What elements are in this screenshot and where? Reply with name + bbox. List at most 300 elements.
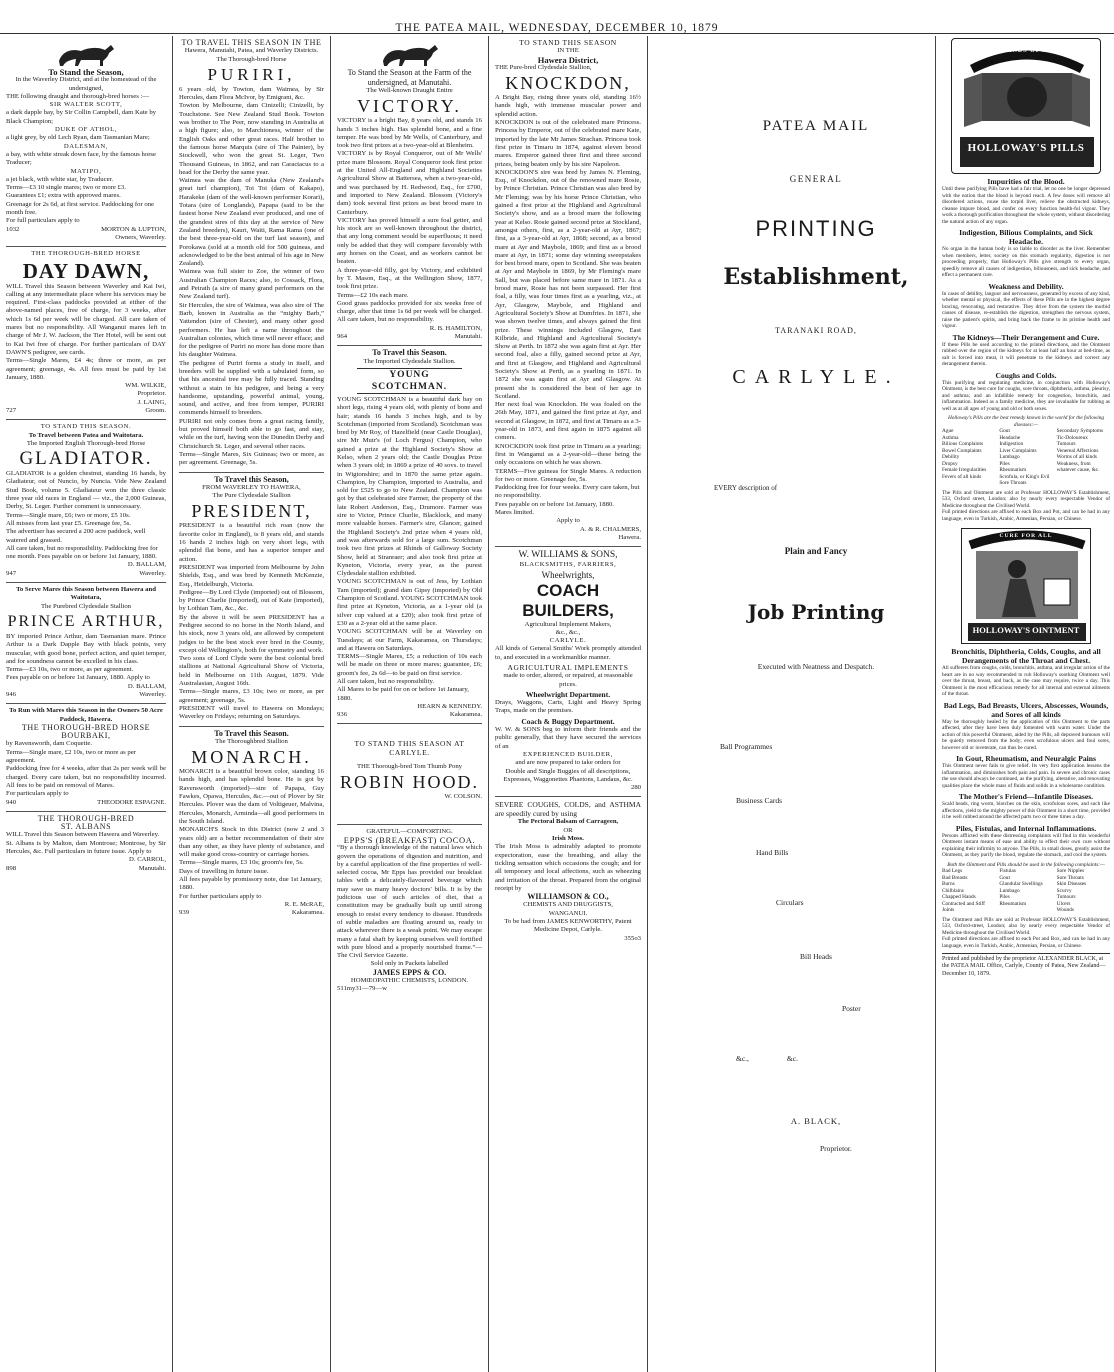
- poster-line: PRINTING: [755, 216, 877, 241]
- ad-number: 946: [6, 691, 17, 698]
- ad-signature: Kakaramea.: [449, 711, 482, 719]
- poster-line: TARANAKI ROAD,: [775, 326, 857, 335]
- holloways-pills-emblem: [951, 38, 1101, 174]
- list-item: Rheumatism: [999, 900, 1027, 907]
- horse-engraving-icon: [51, 41, 121, 67]
- ad-body: 6 years old, by Towton, dam Waimea, by Sir Hercules, dam Flora McIvor, by Emigrant, &c.: [179, 85, 324, 102]
- section-body: Full printed directions are affixed to each Pot and Box, and can be had in any language, even in Turkish, Arabic, Armenian, Persian, or Chinese.: [942, 936, 1110, 949]
- ad-signature: Waverley.: [139, 691, 166, 698]
- ad-body: The pedigree of Puriri forms a study in itself, and breeders will be supplied with a tabulated form, so that his ancestral tree may be fully traced. Standing without a stain in his pedigree, and being a very handsome, upstanding, powerful animal, young, sound, and active, and free from temper, PURIRI commends himself to breeders.: [179, 359, 324, 417]
- ad-signature: J. LAING,: [137, 398, 166, 406]
- ad-text: For particulars apply to: [6, 790, 69, 798]
- list-item: Bilious Complaints: [942, 441, 984, 447]
- horse-name: MONARCH.: [191, 747, 312, 768]
- list-item: Worms of all kinds: [1056, 454, 1097, 460]
- ad-subtitle: THE Pure-bred Clydesdale Stallion,: [495, 63, 592, 71]
- section-heading: Indigestion, Bilious Complaints, and Sick Headache.: [959, 228, 1093, 246]
- ad-kicker: GRATEFUL—COMFORTING.: [366, 827, 453, 835]
- horse-name: DUKE OF ATHOL,: [54, 126, 118, 134]
- section-body: All sufferers from coughs, colds, bronchitis, asthma, and irregular action of the heart are in no way recommended to rub Holloway's soothing Ointment well over the throat, breast, and back, as the case may require, twice a day. This Ointment is the most efficacious remedy for all internal and external ailments of the throat.: [942, 665, 1110, 697]
- list-item: Ague: [942, 428, 954, 434]
- section-body: This Ointment never fails to give relief. Its very first application lessens the inflammation, and diminishes both pain and pain. In severe and chronic cases the use should always be continued, as the purifying, alterative, and renovating qualities place the whole mass of fluids and solids in a wholesome condition.: [942, 763, 1110, 789]
- ad-text: Drays, Waggons, Carts, Light and Heavy Spring Traps, made on the premises.: [495, 699, 641, 715]
- section-body: May be thoroughly healed by the application of this Ointment to the parts affected, after they have been duly fomented with warm water. Under the action of this powerful Ointment, aided by the Pills, all depraved humours will be quietly removed from the body; even scrofulous ulcers and foul sores, however old or inveterate, can thus be cured.: [942, 718, 1110, 751]
- list-item: Sore Nipples: [1056, 868, 1085, 874]
- ad-body: KNOCKDON took first prize in Timaru as a yearling; first in Wanganui as a 2-year-old—these being the only occasions on which he was shown.: [495, 442, 641, 467]
- list-item: Piles: [999, 460, 1010, 467]
- ad-subtitle: The Imported English Thorough-bred Horse: [26, 439, 146, 447]
- ad-number: 940: [6, 798, 17, 806]
- list-item: Lumbago: [999, 887, 1020, 894]
- column-3: [331, 36, 488, 1372]
- ad-signature: HOMŒOPATHIC CHEMISTS, LONDON.: [350, 977, 469, 985]
- list-item: Tumours: [1056, 441, 1076, 447]
- horse-name: PRESIDENT,: [191, 501, 312, 522]
- poster-line: Job Printing: [747, 600, 885, 624]
- list-item: Wounds: [1056, 907, 1074, 913]
- ad-signature: A. & R. CHALMERS,: [580, 525, 641, 533]
- ad-epps-cocoa: [337, 825, 482, 998]
- ad-text: Fees payable on or before 1st January, 1880. Apply to: [6, 674, 150, 682]
- ad-body: YOUNG SCOTCHMAN is out of Jess, by Lothian Tam (imported); grand dam Gipsy (imported) by Old Champion of Scotland. YOUNG SCOTCHMAN took first prize at Kyneton, Victoria, as a 1-year old (a silver cup valued at a £20); also took first prize of £30 as a 2-year old at the same place.: [337, 578, 482, 627]
- ad-terms: Terms—Single mares, £3 10s; groom's fee, 5s.: [179, 859, 304, 867]
- ad-subtitle: THE Thorough-bred Tom Thumb Pony: [356, 763, 463, 771]
- section-heading: Piles, Fistulas, and Internal Inflammations.: [955, 823, 1097, 833]
- list-item: Debility: [942, 454, 960, 460]
- disease-table: [942, 428, 1110, 487]
- ad-text: Good grass paddocks provided for six weeks free of charge, after that time 1s 6d per week will be charged.: [337, 299, 482, 316]
- disease-table-heading: Holloway's Pills are the best remedy known in the world for the following diseases:—: [947, 415, 1105, 428]
- section-heading: Weakness and Debility.: [988, 281, 1064, 291]
- ad-signature: Owners, Waverley.: [115, 233, 166, 241]
- ad-text: All care taken, but no responsibility.: [337, 316, 435, 324]
- list-item: Fistulas: [999, 868, 1016, 874]
- poster-text: EVERY description of: [714, 484, 778, 492]
- ad-signature: D. CARROL,: [129, 856, 166, 864]
- holloways-column: [938, 36, 1114, 1372]
- ad-text: Mares limited.: [495, 509, 535, 517]
- ad-body: Waimea was full sister to Zoe, the winner of two Australian Champion Races; also, to Cossack, Flora, and Peirath (a sire of many grand performers on the New Zealand turf).: [179, 268, 324, 301]
- horse-name: KNOCKDON,: [505, 73, 631, 94]
- ad-pectoral-balsam: [495, 797, 641, 946]
- ad-body: SEVERE COUGHS, COLDS, and ASTHMA are speedily cured by using: [495, 800, 641, 819]
- ad-subtitle: The Purebred Clydesdale Stallion: [40, 602, 132, 610]
- ad-bourbaki: [6, 704, 166, 812]
- section-body: No organ in the human body is so liable to disorder as the liver. Remember when members, letter, society on this stomach regularity, digestion is not proceeding properly, that Holloway's Pills give strength to every organ, speedily remove all causes of indigestion, biliousness, and sick headache, and effect a permanent cure.: [942, 246, 1110, 278]
- ad-body: WILL Travel this Season between Waverley and Kai Iwi, calling at any intermediate place where his services may be required. First-class paddocks provided at either of the above-named places, free of charge, for 3 weeks, after which 1s 6d per week will be charged. All care taken of mares but no responsibility. All Wanganui mares left in charge of Mr J. W. Jackson, the Tier Hotel, will be sent out to Kai Iwi free of charge. For further particulars of DAY DAWN'S pedigree, see cards.: [6, 282, 166, 356]
- list-item: Headache: [999, 434, 1021, 441]
- ad-kicker: IN THE: [557, 47, 579, 55]
- emblem-banner: CURE FOR ALL: [999, 533, 1053, 539]
- printer-imprint: Printed and published by the proprietor ALEXANDER BLACK, at the PATEA MAIL Office, Carlyle, County of Patea, New Zealand—December 10, 1879.: [942, 953, 1110, 978]
- ad-number: 947: [6, 569, 17, 577]
- ad-subtitle: FROM WAVERLEY TO HAWERA,: [202, 483, 301, 491]
- ad-robin-hood: [337, 724, 482, 824]
- section-heading: The Kidneys—Their Derangement and Cure.: [952, 332, 1100, 342]
- ad-text: All fees payable by promissory note, due 1st January, 1880.: [179, 876, 322, 892]
- ad-text: All care taken, but no responsibility.: [337, 678, 435, 685]
- list-item: Ulcers: [1056, 900, 1071, 907]
- section-heading: Coach & Buggy Department.: [521, 716, 615, 726]
- ad-number: 280: [630, 784, 641, 792]
- ad-kicker: To Run with Mares this Season in the Owners 50 Acre Paddock, Hawera.: [9, 707, 163, 723]
- ad-body: Waimea was the dam of Manuka (New Zealand's great turf champion), Toi Toi (dam of Kakapo), Harakeke (dam of the well-known performer Korari), Totara (sire of Longlands), Papapa (said to be the fastest horse New Zealand ever produced, and one of the grandest sires of this day at the service of New Zealand breeders), Kauri, Waiti, Rama Rama (one of the best three-year-old on the turf last season), and Porokawa (sold at a month old for 500 guineas, and acknowledged to be the best animal of his age in New Zealand).: [179, 177, 324, 268]
- ad-subtitle: BLACKSMITHS, FARRIERS,: [519, 561, 617, 569]
- ad-body: PURIRI not only comes from a great racing family, but proved himself both able to go fast, and stay, while on the turf, having won the Dunedin Derby and Christchurch St. Leger, and several other races.: [179, 417, 324, 450]
- ad-terms: Terms—Single mares, £3 10s; two or more, as per agreement; greenage, 5s.: [179, 688, 324, 704]
- ad-text: W. W. & SONS beg to inform their friends and the public generally, that they have secured the services of an: [495, 726, 641, 750]
- ad-subtitle: OR: [563, 826, 573, 834]
- list-item: Bowel Complaints: [942, 447, 982, 454]
- list-item: Dropsy: [942, 460, 958, 467]
- horse-name: BOURBAKI,: [61, 731, 111, 741]
- ad-text: a dark dapple bay, by Sir Collin Campbell, dam Kate by Black Champion;: [6, 109, 157, 125]
- ad-text: All care taken, but no responsibility. Paddocking free for one month. Fees payable on or before 1st January, 1880.: [6, 544, 158, 561]
- ad-body: Sir Hercules, the sire of Waimea, was also sire of The Barb, known in Australia as the “mighty Barb,” Yattendon (sire of Chester), and many other good performers. He has left a name throughout the Australian colonies, which time will never efface; and for the pedigree of Puriri no more has done more than his daughter Waimea.: [179, 301, 324, 359]
- ad-text: Fees payable on or before 1st January, 1880.: [495, 500, 614, 508]
- ad-signature: WM. WILKIE,: [125, 382, 166, 390]
- ad-day-dawn: [6, 247, 166, 420]
- ad-body: Towton by Melbourne, dam Cinizelli; Cinizelli, by Touchstone. See New Zealand Stud Book. Towton was brother to The Peer, now standing in Australia at a high figure; also, to Marchioness, winner of the English Oaks and other great races. Half brother to the famous horse Marquis (sire of The Painter), by Stockwell, who won the great St. Leger, Two Thousand Guineas, in 1862, and ran Caractacus to a head for the Derby the same year.: [179, 102, 324, 176]
- ad-subtitle: CARLYLE.: [549, 637, 587, 645]
- ad-text: THE following draught and thorough-bred horses :—: [6, 92, 150, 100]
- emblem-banner: FRIENDS OF ALL: [994, 48, 1058, 54]
- ad-body: A Bright Bay, rising three years old, standing 16½ hands high, with immense muscular power and splendid action.: [495, 94, 641, 118]
- poster-line: PATEA MAIL: [762, 118, 870, 134]
- ad-kicker: TO STAND THIS SEASON.: [40, 423, 132, 431]
- ad-williams-sons: [495, 547, 641, 797]
- ad-subtitle: Wheelwrights,: [541, 569, 595, 580]
- section-heading: The Mother's Friend—Infantile Diseases.: [958, 792, 1094, 801]
- list-item: Gout: [999, 428, 1010, 434]
- poster-line: Plain and Fancy: [784, 546, 848, 556]
- ad-text: made to order, altered, or repaired, at reasonable prices.: [503, 672, 633, 688]
- emblem-title: HOLLOWAY'S PILLS: [967, 142, 1085, 154]
- emblem-title: HOLLOWAY'S OINTMENT: [972, 625, 1080, 635]
- ad-text: Expresses, Waggonettes Phaetons, Landaus, &c.: [503, 775, 633, 783]
- ad-text: The advertiser has secured a 200 acre paddock, well watered and grassed.: [6, 528, 146, 544]
- ad-body: VICTORY has proved himself a sure foal getter, and his stock are so well-known throughout the district, that any long comment would be superfluous; it need only be added that they will compare favorably with any horses on the Coast, and as workers cannot be beaten.: [337, 216, 482, 266]
- ad-text: Paddocking free for 4 weeks, after that 2s per week will be charged. Every care taken, but no responsibility incurred. All fees to be paid on removal of Mares.: [6, 765, 166, 789]
- ad-text: All misses from last year £5. Greenage fee, 5s.: [6, 519, 131, 527]
- section-body: Until these purifying Pills have had a fair trial, let no one be longer depressed with the notion that the blood is beyond reach. A few doses will remove all disordered actions, rouse the torpid liver, relieve the obstructed kidneys, cleanse impure blood, and confer on every function health-ful vigour. They work a thorough purification throughout the whole system, without disordering the natural action of any organ.: [942, 186, 1111, 225]
- complaint-list: [942, 868, 995, 914]
- ad-body: Her next foal was Knockdon. He was foaled on the 26th May, 1871, and gained the first prize at Ayr, and second at Glasgow, in 1872, and first at Timaru as a 3-year-old in 1873, and first again in 1875 against all comers.: [495, 401, 641, 442]
- list-item: Tic-Doloureux: [1056, 434, 1088, 441]
- section-heading: Coughs and Colds.: [995, 370, 1057, 380]
- column-1: [0, 36, 172, 1372]
- poster-line: Poster: [842, 1004, 861, 1013]
- poster-text: &c.: [786, 1054, 798, 1063]
- ad-body: Pedigree—By Lord Clyde (imported) out of Blossom, by Prince Charlie (imported), out of Kate (imported), by Lothian Tam, &c., &c.: [179, 588, 324, 613]
- ad-text: Double and Single Buggies of all descriptions,: [505, 767, 631, 775]
- horse-name: ST. ALBANS: [60, 822, 112, 832]
- list-item: Chilblains: [942, 887, 964, 894]
- ad-monarch: [179, 727, 324, 922]
- ad-signature: Hawera.: [618, 533, 641, 541]
- horse-name: VICTORY.: [357, 96, 462, 117]
- ad-title: To Stand the Season,: [48, 67, 124, 77]
- column-rule: [647, 36, 648, 1372]
- ad-kicker: TO STAND THIS SEASON: [519, 38, 617, 47]
- list-item: Sore Throats: [1056, 874, 1084, 881]
- poster-line: CARLYLE.: [732, 366, 900, 388]
- ad-body: PRESIDENT is a beautiful rich roan (now the favorite color in England), is 8 years old, and stands 16 hands 2 inches high on very short legs, with splendid flat bone, and has a superior temper and action.: [179, 522, 324, 563]
- ad-signature: Manutahi.: [454, 333, 482, 341]
- column-4: [489, 36, 647, 1372]
- ad-subtitle: The Thorough-bred Horse: [216, 55, 287, 63]
- section-heading: Bad Legs, Bad Breasts, Ulcers, Abscesses, Wounds, and Sores of all kinds: [943, 700, 1109, 719]
- ad-signature: WILLIAMSON & CO.,: [527, 892, 609, 902]
- ad-body: All kinds of General Smiths' Work promptly attended to, and executed in a workmanlike manner.: [495, 645, 641, 661]
- section-body: Persons afflicted with these distressing complaints will find in this wonderful Ointment instant means of ease and ability to effect their own cure without explaining their infirmity to anyone. The Pills, in small doses, greatly assist the Ointment, as they purify the blood, regulate the stomach, and cool the system.: [942, 832, 1110, 858]
- ad-text: a bay, with white streak down face, by the famous horse Traducer;: [6, 150, 156, 167]
- ad-body: The Irish Moss is admirably adapted to promote expectoration, ease the breathing, and allay the tickling sensation which occasions the cough; and for all temporary and local affections, such as wheezing and irritation of the throat. Prepared from the original receipt by: [495, 843, 641, 892]
- poster-line: Executed with Neatness and Despatch.: [757, 662, 875, 671]
- ad-text: Apply to: [556, 517, 580, 525]
- complaint-table-heading: Both the Ointment and Pills should be used in the following complaints:—: [947, 861, 1105, 868]
- ad-signature: Waverley.: [139, 569, 166, 577]
- ad-signature: Kakaramea.: [291, 909, 324, 917]
- ad-signature: R. E. McRAE,: [284, 900, 324, 908]
- ad-signature: HEARN & KENNEDY.: [417, 702, 482, 710]
- ad-body: A three-year-old filly, got by Victory, and exhibited by T. Mason, Esq., at the Wellington Show, 1877, took first prize.: [337, 266, 482, 291]
- ad-product-name: The Pectoral Balsam of Carrageen,: [517, 818, 619, 826]
- disease-list: [942, 428, 995, 487]
- section-heading: Wheelwright Department.: [525, 689, 611, 699]
- ad-text: Greenage for 2s 6d, at first service. Paddocking for one month free.: [6, 200, 155, 217]
- ad-text: a jet black, with white star, by Traducer.: [6, 175, 114, 183]
- ad-text: Guarantees £1; extra with approved mares.: [6, 192, 121, 200]
- ad-subtitle: THE THOROUGH-BRED HORSE: [21, 722, 151, 732]
- list-item: Piles: [999, 894, 1010, 900]
- ad-body: By the above it will be seen PRESIDENT has a Pedigree second to no horse in the North Island, and his stock, now 3 years old, are allowed by competent judges to be the best stock ever bred in the County, except old Wellington's, both for symmetry and work.: [179, 613, 324, 654]
- ad-subtitle: To Travel between Patea and Waitotara.: [28, 431, 144, 439]
- ad-signature: Manutahi.: [138, 864, 166, 872]
- ad-terms: Terms—£3 10 single mares; two or more £3.: [6, 184, 126, 192]
- ad-terms: Terms—£3 10s, two or more, as per agreement.: [6, 666, 134, 674]
- emblem-crest-icon: [952, 39, 1102, 175]
- poster-line: GENERAL: [789, 174, 843, 184]
- ad-gladiator: [6, 420, 166, 583]
- poster-line: [700, 480, 932, 498]
- disease-list: [1057, 428, 1110, 487]
- ad-terms: TERMS—Five guineas for Single Mares. A reduction for two or more. Greenage fee, 5s.: [495, 467, 641, 483]
- ad-kicker: THE THOROUGH-BRED: [37, 813, 135, 823]
- ad-kicker: To Travel this Season,: [214, 474, 289, 484]
- section-body: Full printed directions are affixed to each Box and Pot, and can be had in any language, even in Turkish, Arabic, Armenian, Persian, or Chinese.: [942, 509, 1110, 522]
- poster-line: Circulars: [776, 898, 804, 907]
- horse-name: DAY DAWN,: [22, 258, 150, 283]
- ad-kicker: W. WILLIAMS & SONS,: [518, 550, 618, 561]
- section-heading: Bronchitis, Diphtheria, Colds, Coughs, and all Derangements of the Throat and Chest.: [951, 647, 1101, 665]
- ad-text: PRESIDENT will travel to Hawera on Mondays; Waverley on Fridays; returning on Saturdays.: [179, 704, 324, 721]
- ad-terms: Terms—Single mare, £2 10s, two or more as per agreement.: [6, 748, 136, 765]
- poster-line: Business Cards: [736, 796, 783, 805]
- ad-product-name: EPPS'S (BREAKFAST) COCOA.: [343, 834, 476, 845]
- ad-terms: Terms—Single Mares, Six Guineas; two or more, as per agreement. Greenage, 5s.: [179, 450, 324, 467]
- ad-number: 727: [6, 406, 17, 414]
- column-2: [173, 36, 330, 1372]
- ad-number: 1032: [6, 225, 20, 233]
- printing-establishment-poster: [700, 36, 932, 1372]
- ad-subtitle: The Well-known Draught Entire: [366, 87, 453, 94]
- ad-kicker: To Serve Mares this Season between Hawera and Waitotara,: [16, 586, 156, 602]
- section-body: The Ointment and Pills are sold at Professor HOLLOWAY'S Establishment, 533, Oxford-street, London; also by nearly every respectable Vendor of Medicine throughout the Civilised World.: [942, 916, 1110, 936]
- ad-subtitle: Agricultural Implement Makers,: [524, 620, 612, 628]
- ad-signature: JAMES EPPS & CO.: [372, 967, 447, 977]
- list-item: Weakness, from whatever cause, &c.: [1056, 460, 1100, 473]
- ad-signature: W. COLSON.: [444, 793, 482, 801]
- ad-text: a light grey, by old Lech Ryan, dam Tasmanian Mare;: [6, 134, 150, 142]
- horse-name: ROBIN HOOD.: [340, 772, 479, 793]
- ad-text: To be had from JAMES KENWORTHY, Patent Medicine Depot, Carlyle.: [504, 918, 632, 934]
- ad-terms: Terms—Single mare, £6; two or more, £5 10s.: [6, 511, 131, 519]
- poster-line: Establishment,: [723, 264, 909, 290]
- ad-body: Two sons of Lord Clyde were the best colonial bred stallions at National Agricultural Show of Victoria, held in Melbourne on 11th August, 1879. Vide Australasian, August 16th.: [179, 655, 324, 688]
- complaint-list: [1057, 868, 1110, 914]
- ad-signature: Groom.: [145, 406, 166, 414]
- masthead: THE PATEA MAIL, WEDNESDAY, DECEMBER 10, 1879: [0, 0, 1114, 34]
- complaint-list: [999, 868, 1052, 914]
- ad-kicker: THE THOROUGH-BRED HORSE: [31, 250, 141, 258]
- ad-text: EXPERIENCED BUILDER,: [522, 750, 614, 758]
- section-heading: In Gout, Rheumatism, and Neuralgic Pains: [956, 754, 1096, 763]
- complaint-table: [942, 868, 1110, 914]
- ad-intro: In the Waverley District, and at the homestead of the undersigned,: [15, 76, 157, 92]
- ad-text: St. Albans is by Malton, dam Montrose; Montrose, by Sir Hercules, &c. Full particulars in future issue. Apply to: [6, 839, 166, 856]
- ad-young-scotchman: [337, 346, 482, 724]
- list-item: Burns: [942, 881, 955, 887]
- ad-number: 898: [6, 864, 17, 872]
- ad-text: For full particulars apply to: [6, 217, 80, 225]
- ad-subtitle: The Pure Clydesdale Stallion: [212, 492, 291, 500]
- ad-st-albans: [6, 812, 166, 877]
- holloways-ointment-emblem: [961, 528, 1091, 644]
- section-body: The Pills and Ointment are sold at Professor HOLLOWAY'S Establishment, 533, Oxford street, London; also by nearly every respectable Vendor of Medicine throughout the Civilised World.: [942, 489, 1110, 509]
- ad-number: 939: [179, 909, 190, 917]
- ad-signature: CHEMISTS AND DRUGGISTS,: [523, 901, 613, 909]
- ad-body: KNOCKDON is out of the celebrated mare Princess. Princess by Emperor, out of the celebrated mare Kate, imported by the late Mr James Strachan. Princess took first prize in Timaru in 1874, against eleven brood mares. Emperor gained three first and three second prizes, being beaten only by his sire Napoleon.: [495, 119, 641, 168]
- ad-body: WILL Travel this Season between Hawera and Waverley.: [6, 831, 160, 839]
- ad-body: MONARCH'S Stock in this District (now 2 and 3 years old) are a better recommendation of their sire than any other, as they have plenty of substance, and will make good cross-country or carriage horses.: [179, 826, 324, 859]
- ad-text: Sold only in Packets labelled: [370, 960, 449, 968]
- ad-subtitle: The Imported Clydesdale Stallion.: [363, 357, 456, 365]
- ad-text: Days of travelling in future issue.: [179, 867, 269, 875]
- ad-subtitle: Irish Moss.: [552, 835, 584, 843]
- ad-body: BY imported Prince Arthur, dam Tasmanian mare. Prince Arthur is a Dark Dapple Bay with black points, very muscular, with good bone, perfect action, and quiet temper, and for soundness cannot be excelled in his class.: [6, 632, 166, 665]
- list-item: Scurvy: [1056, 887, 1072, 894]
- ad-body: by Ravensworth, dam Coquette.: [6, 740, 92, 748]
- ad-body: VICTORY is a bright Bay, 8 years old, and stands 16 hands 3 inches high. Has splendid bone, and a fine temper. He was bred by Mr Wells, of Canterbury, and took two first prizes at a two-year-old at Blenheim.: [337, 117, 482, 150]
- list-item: Chapped Hands: [942, 894, 976, 900]
- list-item: Contracted and Stiff Joints: [942, 900, 985, 913]
- list-item: Lumbago: [999, 454, 1020, 460]
- ad-prince-arthur: [6, 583, 166, 704]
- poster-line: Ball Programmes: [720, 742, 773, 751]
- horse-name: PURIRI,: [207, 64, 296, 84]
- ad-signature: D. BALLAM,: [127, 561, 166, 569]
- horse-name: YOUNG SCOTCHMAN.: [357, 368, 462, 394]
- poster-line: Bill Heads: [800, 952, 832, 961]
- horse-name: DALESMAN,: [63, 142, 109, 150]
- list-item: Female Irregularities: [942, 467, 987, 473]
- ad-number: 511my31—79—w: [337, 985, 387, 993]
- ad-terms: TERMS—Single Mares, £5; a reduction of 10s each will be made on three or more mares; guarantee, £6; groom's fee, 2s 6d—to be paid on first service.: [337, 653, 482, 677]
- ad-knockdon: [495, 36, 641, 547]
- list-item: Gout: [999, 874, 1010, 881]
- business-name: COACH BUILDERS,: [522, 580, 614, 620]
- horse-name: MATIPO,: [70, 167, 102, 175]
- ad-body: VICTORY is by Royal Conqueror, out of Mr Wells' prize mare Blossom. Royal Conqueror took first prize at the United All-England and Highland Societies Agricultural Show at Battersea, when a two-year-old, and was purchased by H. Redwood, Esq., for £700, and imported to New Zealand. Blossom (Victory's dam) took several first prizes as best brood mare in Canterbury.: [337, 150, 482, 216]
- ad-text: and are now prepared to take orders for: [515, 759, 621, 767]
- ad-signature: D. BALLAM,: [127, 682, 166, 690]
- section-heading: Impurities of the Blood.: [987, 177, 1065, 186]
- list-item: Rheumatism: [999, 467, 1027, 473]
- list-item: Liver Complaints: [999, 447, 1037, 454]
- list-item: Bad Legs: [942, 868, 963, 874]
- ad-subtitle: Hawera, Manutahi, Patea, and Waverley Districts.: [184, 47, 319, 55]
- list-item: Sore Throats: [999, 480, 1027, 486]
- ad-kicker: To Travel this Season.: [214, 728, 289, 738]
- list-item: Asthma: [942, 434, 959, 441]
- ad-signature: R. B. HAMILTON,: [429, 324, 482, 332]
- ad-kicker: TO TRAVEL THIS SEASON IN THE: [181, 38, 322, 47]
- list-item: Scrofula, or King's Evil: [999, 473, 1050, 480]
- ad-signature: WANGANUI.: [548, 909, 588, 917]
- disease-list: [999, 428, 1052, 487]
- ad-terms: Terms—£2 10s each mare.: [337, 291, 409, 299]
- ad-body: YOUNG SCOTCHMAN will be at Waverley on Tuesdays; at our Farm, Kakaramea, on Thursdays; and at Hawera on Saturdays.: [337, 628, 482, 652]
- list-item: Fevers of all kinds: [942, 473, 982, 480]
- section-body: If these Pills be used according to the printed directions, and the Ointment rubbed over the region of the kidneys for at least half an hour at bed-time, as salt is forced into meat, it will penetrate to the kidneys and correct any derangement therein.: [942, 341, 1110, 367]
- ad-signature: Proprietor.: [137, 390, 166, 398]
- ad-kicker: To Stand the Season at the Farm of the undersigned, at Manutahi.: [347, 68, 472, 87]
- section-body: In cases of debility, languor and nervousness, generated by excess of any kind, whether mental or physical, the effects of these Pills are in the highest degree bracing, renovating, and restorative. They drive from the system the morbid causes of disease, re-establish the digestion, strengthen the nervous system, raise the patient's spirits, and bring back the frame to its pristine health and vigour.: [942, 290, 1110, 329]
- poster-line: [700, 1054, 932, 1063]
- list-item: Glandular Swellings: [999, 881, 1043, 887]
- ad-subtitle: The Thoroughbred Stallion: [215, 737, 288, 745]
- ad-subtitle: &c., &c.,: [555, 628, 581, 636]
- ad-signature: MORTON & LUPTON,: [101, 225, 166, 233]
- column-rule: [935, 36, 936, 1372]
- ad-text: For further particulars apply to: [179, 892, 262, 900]
- ad-body: PRESIDENT was imported from Melbourne by John Shields, Esq., and was bred by Kenneth McKenzie, Esq., Heidelburgh, Victoria.: [179, 563, 324, 588]
- list-item: Secondary Symptoms: [1056, 428, 1104, 434]
- ad-signature: THEODORE ESPAGNE.: [97, 798, 166, 806]
- list-item: Tumours: [1056, 894, 1076, 900]
- ad-number: 355o3: [624, 934, 641, 942]
- ad-body: GLADIATOR is a golden chestnut, standing 16 hands, by Gladiateur, out of Nuncio, by Nuncia. Vide New Zealand Stud Book, volume 5. Gladiateur won the three classic three year old races in England — viz., the 2,000 Guineas, Derby, St. Leger. Further comment is unnecessary.: [6, 470, 166, 511]
- ad-puriri: [179, 36, 324, 473]
- horse-name: SIR WALTER SCOTT,: [49, 101, 123, 109]
- ad-text: All Mares to be paid for on or before 1st January, 1880.: [337, 686, 469, 702]
- ad-kicker: To Travel this Season.: [372, 348, 447, 358]
- poster-line: Hand Bills: [756, 848, 789, 857]
- list-item: Skin Diseases: [1056, 881, 1087, 887]
- ad-kicker: TO STAND THIS SEASON AT CARLYLE.: [354, 739, 465, 757]
- list-item: Bad Breasts: [942, 874, 968, 881]
- horse-engraving-icon: [375, 41, 445, 67]
- poster-text: &c.,: [736, 1054, 749, 1063]
- ad-body: “By a thorough knowledge of the natural laws which govern the operations of digestion and nutrition, and by a careful application of the fine properties of well-selected cocoa, Mr Epps has provided our breakfast tables with a delicately-flavoured beverage which may save us many heavy doctors' bills. It is by the judicious use of such articles of diet, that a constitution may be gradually built up until strong enough to resist every tendency to disease. Hundreds of subtle maladies are floating around us, ready to attack wherever there is a weak point. We may escape many a fatal shaft by keeping ourselves well fortified with pure blood and a properly nourished frame.”—The Civil Service Gazette.: [337, 844, 482, 960]
- poster-line: A. BLACK,: [790, 1116, 842, 1126]
- ad-sir-walter-scott: [6, 36, 166, 247]
- horse-name: PRINCE ARTHUR,: [7, 612, 165, 630]
- section-heading: AGRICULTURAL IMPLEMENTS: [507, 663, 629, 672]
- ad-body: YOUNG SCOTCHMAN is a beautiful dark bay on short legs, rising 4 years old, with plenty of bone and hair; stands 16 hands 3 inches high, and is by Scotchman (imported from Scotland). Scotchman was bred by Mr Roy, of Hazelfield (near Castle Douglas), sire Mr Muir's (of Loch Fergus) Champion, who gained a prize at the Highland Society's Show at Kelso, when 2 years old; the Castle Douglas Prize when 3 years old; in 1869 a prize of 40 sovs. to travel in Wigtonshire; and in 1870 the same prize again. Champion, by Champion, imported to Australia, and sold for £525 to go to New Zealand. Champion was got by that celebrated sire Farmer, the property of the late Robert Anderson, Esq., Drumore. Farmer was sire to Victor, Prince Charlie, Blacklock, and many more valuable horses. Farmer's sire, Glancer, gained the Highland Society's 2nd prize when 4 years old, and was afterwards sold for a large sum. Scotchman took two first prizes at Rhinds of Galloway Society Show, held at Stranraer; and also took first prize at Kyneton, Victoria, every year, as the purest Clydesdale stallion exhibited.: [337, 395, 482, 578]
- ad-victory: [337, 36, 482, 346]
